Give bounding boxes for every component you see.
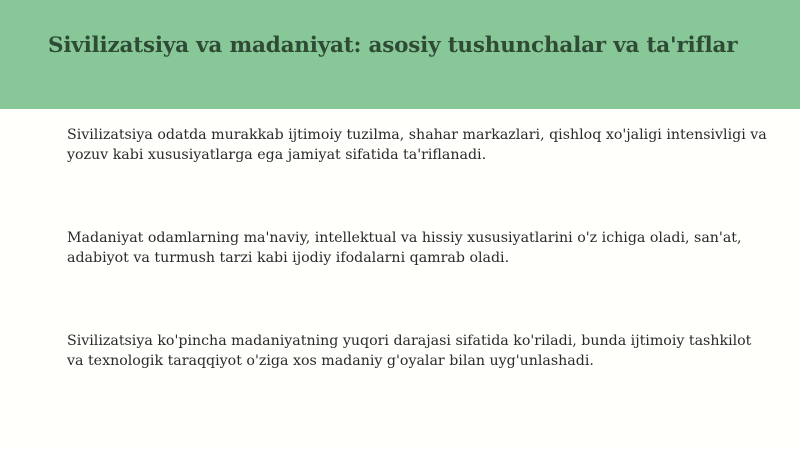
paragraph-civilization-definition: Sivilizatsiya odatda murakkab ijtimoiy tuzilma, shahar markazlari, qishloq xo'jaligi intensivligi va yozuv kabi xususiyatlarga ega jamiyat sifatida ta'riflanadi. <box>67 127 767 163</box>
paragraph-culture-definition: Madaniyat odamlarning ma'naviy, intellektual va hissiy xususiyatlarini o'z ichiga oladi, san'at, adabiyot va turmush tarzi kabi ijodiy ifodalarni qamrab oladi. <box>67 230 742 266</box>
slide-title: Sivilizatsiya va madaniyat: asosiy tushunchalar va ta'riflar <box>48 33 738 58</box>
paragraph-civilization-culture-relation: Sivilizatsiya ko'pincha madaniyatning yuqori darajasi sifatida ko'riladi, bunda ijtimoiy tashkilot va texnologik taraqqiyot o'ziga xos madaniy g'oyalar bilan uyg'unlashadi. <box>67 333 752 369</box>
title-banner <box>0 0 800 109</box>
